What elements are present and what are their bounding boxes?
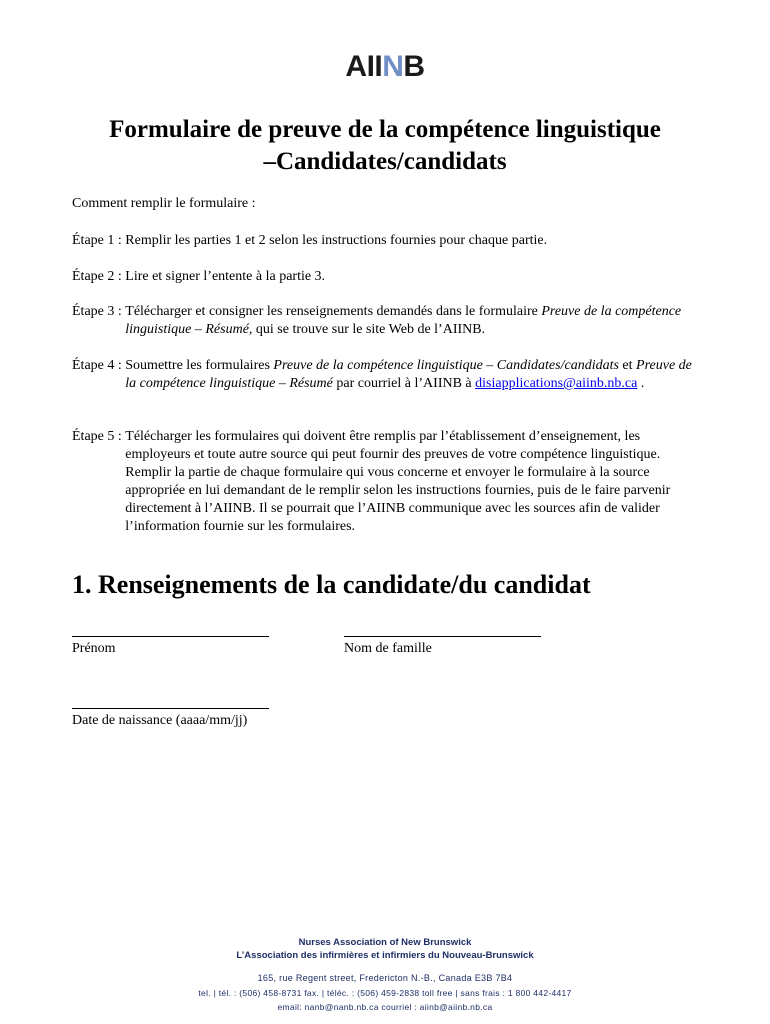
first-name-line[interactable]	[72, 636, 269, 637]
step-4-text-a: Soumettre les formulaires	[125, 358, 274, 373]
step-4-form-name-a: Preuve de la compétence linguistique – Candidates/candidats	[273, 358, 619, 373]
step-4-text-c: par courriel à l’AIINB à	[332, 376, 476, 391]
step-4-label: Étape 4 :	[72, 358, 126, 373]
step-3-text-b: , qui se trouve sur le site Web de l’AIINB.	[248, 322, 486, 337]
last-name-field[interactable]	[344, 636, 541, 657]
email-link[interactable]: disiapplications@aiinb.nb.ca	[475, 376, 638, 391]
document-title-line-1: Formulaire de preuve de la compétence linguistique	[109, 116, 661, 143]
step-2-text: Lire et signer l’entente à la partie 3.	[125, 269, 326, 284]
footer-org-fr: L’Association des infirmières et infirmiers du Nouveau-Brunswick	[236, 950, 534, 961]
footer-phones: tel. | tél. : (506) 458-8731 fax. | téléc. : (506) 459-2838 toll free | sans frais : 1 800 442-4417	[198, 988, 572, 998]
logo-part-2: N	[382, 50, 404, 83]
step-4	[72, 357, 697, 393]
step-3-label: Étape 3 :	[72, 304, 126, 319]
footer-org-en: Nurses Association of New Brunswick	[298, 937, 472, 948]
dob-label: Date de naissance (aaaa/mm/jj)	[72, 713, 248, 728]
step-1-text: Remplir les parties 1 et 2 selon les instructions fournies pour chaque partie.	[125, 233, 548, 248]
step-5-label: Étape 5 :	[72, 429, 126, 444]
step-4-form-name-b: Preuve de la compétence linguistique – Résumé	[125, 358, 692, 391]
step-2	[72, 268, 697, 286]
document-title-line-2: –Candidates/candidats	[263, 148, 507, 175]
first-name-label: Prénom	[72, 641, 116, 656]
footer-emails: email: nanb@nanb.nb.ca courriel : aiinb@aiinb.nb.ca	[277, 1002, 493, 1012]
step-3-text	[125, 303, 697, 339]
dob-field[interactable]	[72, 708, 269, 729]
first-name-field[interactable]	[72, 636, 269, 657]
section-1-title: 1. Renseignements de la candidate/du candidat	[72, 570, 591, 599]
step-4-text-d: .	[637, 376, 645, 391]
logo-part-3: B	[403, 50, 425, 83]
step-1-label: Étape 1 :	[72, 233, 126, 248]
step-3-form-name: Preuve de la compétence linguistique – Résumé	[125, 304, 682, 337]
footer-address: 165, rue Regent street, Fredericton N.-B., Canada E3B 7B4	[257, 973, 513, 983]
letterhead-footer	[0, 936, 770, 1014]
step-3	[72, 303, 697, 339]
instructions-intro: Comment remplir le formulaire :	[72, 196, 256, 211]
step-4-text	[125, 357, 697, 393]
logo-wordmark	[345, 50, 424, 83]
dob-line[interactable]	[72, 708, 269, 709]
document-title	[40, 114, 730, 178]
step-4-text-b: et	[618, 358, 637, 373]
step-2-label: Étape 2 :	[72, 269, 126, 284]
step-3-text-a: Télécharger et consigner les renseignements demandés dans le formulaire	[125, 304, 542, 319]
last-name-label: Nom de famille	[344, 641, 432, 656]
aiinb-logo	[0, 50, 770, 84]
step-5	[72, 428, 697, 536]
step-1	[72, 232, 697, 250]
last-name-line[interactable]	[344, 636, 541, 637]
step-5-text: Télécharger les formulaires qui doivent être remplis par l’établissement d’enseignement, les employeurs et toute autre source qui peut fournir des preuves de votre compétence linguistique. Remplir la partie de chaque formulaire qui vous concerne et envoyer le formulaire à la source appropriée en lui demandant de le remplir selon les instructions fournies, puis de le faire parvenir directement à l’AIINB. Il se pourrait que l’AIINB communique avec les sources afin de valider l’information fournie sur les formulaires.	[125, 429, 671, 534]
logo-part-1: AII	[345, 50, 383, 83]
